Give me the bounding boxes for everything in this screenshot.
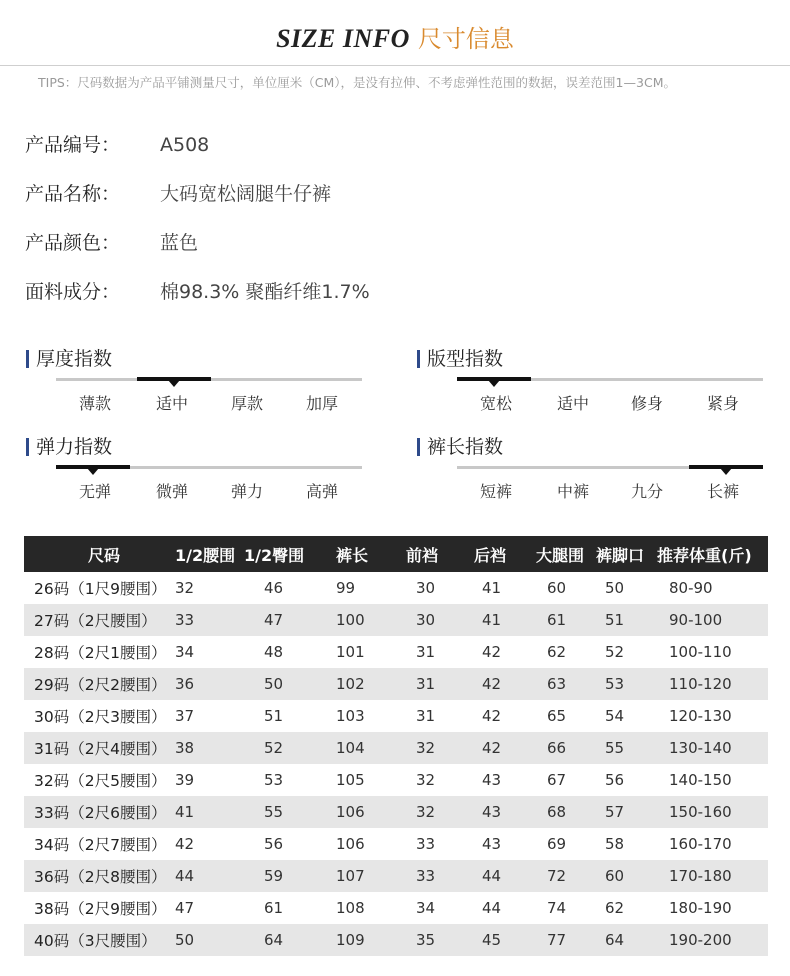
stretch-index [26,435,371,515]
cell-waist: 33 [169,604,244,636]
cell-front-rise: 33 [416,835,436,853]
cell-weight: 130-140 [653,732,768,764]
cell-hip: 53 [264,771,284,789]
cell-back-rise: 42 [482,643,502,661]
cell-size: 32码（2尺5腰围） [34,772,167,790]
cell-weight: 90-100 [653,604,768,636]
cell-thigh: 60 [547,579,567,597]
product-code-value: A508 [160,134,210,156]
cell-thigh: 69 [547,835,567,853]
cell-weight: 120-130 [669,707,732,725]
cell-waist: 41 [169,796,244,828]
thickness-option: 厚款 [230,394,263,413]
stretch-index-marker [56,465,130,469]
table-row [24,604,768,636]
cell-leg-opening: 58 [605,835,625,853]
cell-back-rise: 44 [454,860,523,892]
table-row [24,860,768,892]
cell-size: 28码（2尺1腰围） [34,644,167,662]
cell-hip: 59 [244,860,314,892]
cell-front-rise: 32 [416,771,436,789]
stretch-option: 无弹 [78,482,111,501]
fit-option: 宽松 [479,394,512,413]
cell-hip: 52 [244,732,314,764]
cell-hip: 50 [244,668,314,700]
cell-size: 34码（2尺7腰围） [34,836,167,854]
cell-waist: 32 [175,579,195,597]
cell-back-rise: 42 [454,668,523,700]
cell-back-rise: 42 [482,707,502,725]
col-header-length: 裤长 [314,536,384,572]
cell-size: 36码（2尺8腰围） [24,860,169,892]
cell-front-rise: 32 [384,796,454,828]
page-title [0,22,790,56]
cell-weight: 100-110 [669,643,732,661]
table-row [24,572,768,604]
stretch-option: 弹力 [230,482,263,501]
col-header-front-rise: 前裆 [384,536,454,572]
cell-leg-opening: 62 [605,899,625,917]
cell-size: 27码（2尺腰围） [24,604,169,636]
cell-weight: 190-200 [653,924,768,956]
fit-index-track [457,378,763,381]
cell-waist: 39 [175,771,195,789]
cell-waist: 34 [175,643,195,661]
length-option: 长裤 [706,482,739,501]
col-header-size: 尺码 [24,536,169,572]
table-row [24,892,768,924]
cell-back-rise: 45 [454,924,523,956]
header-divider [0,65,790,66]
cell-size: 33码（2尺6腰围） [24,796,169,828]
cell-hip: 51 [264,707,284,725]
cell-front-rise: 31 [416,707,436,725]
cell-back-rise: 43 [482,771,502,789]
cell-front-rise: 30 [384,604,454,636]
tips-text: TIPS：尺码数据为产品平铺测量尺寸，单位厘米（CM），是没有拉伸、不考虑弹性范围的数据，误差范围1—3CM。 [38,75,676,90]
cell-leg-opening: 50 [605,579,625,597]
cell-leg-opening: 55 [593,732,653,764]
thickness-index [26,347,371,427]
thickness-index-track [56,378,362,381]
cell-size: 40码（3尺腰围） [24,924,169,956]
thickness-option: 薄款 [78,394,111,413]
cell-back-rise: 41 [482,579,502,597]
length-option: 短裤 [479,482,512,501]
cell-weight: 170-180 [653,860,768,892]
cell-hip: 64 [244,924,314,956]
title-cn: 尺寸信息 [417,25,514,53]
stretch-option: 高弹 [305,482,338,501]
cell-size: 30码（2尺3腰围） [34,708,167,726]
cell-size: 38码（2尺9腰围） [34,900,167,918]
size-info-header [0,0,790,66]
thickness-option: 适中 [155,394,188,413]
length-option: 九分 [630,482,663,501]
cell-size: 31码（2尺4腰围） [24,732,169,764]
cell-leg-opening: 52 [605,643,625,661]
cell-waist: 36 [169,668,244,700]
cell-thigh: 77 [523,924,593,956]
col-header-thigh: 大腿围 [523,536,593,572]
cell-waist: 44 [169,860,244,892]
cell-size: 29码（2尺2腰围） [24,668,169,700]
cell-hip: 61 [264,899,284,917]
table-row [24,700,768,732]
length-index [417,435,762,515]
col-header-leg-opening: 裤脚口 [593,536,653,572]
col-header-weight: 推荐体重(斤) [653,536,768,572]
cell-hip: 46 [264,579,284,597]
fit-option: 适中 [556,394,589,413]
col-header-waist: 1/2腰围 [169,536,244,572]
cell-length: 101 [336,643,365,661]
cell-length: 108 [336,899,365,917]
cell-weight: 110-120 [653,668,768,700]
cell-thigh: 72 [523,860,593,892]
fit-index-title: 版型指数 [417,347,503,371]
cell-front-rise: 33 [384,860,454,892]
table-row [24,732,768,764]
length-option: 中裤 [556,482,589,501]
cell-leg-opening: 56 [605,771,625,789]
stretch-index-title: 弹力指数 [26,435,112,459]
cell-hip: 47 [244,604,314,636]
cell-weight: 160-170 [669,835,732,853]
size-table [24,536,768,956]
cell-back-rise: 44 [482,899,502,917]
cell-leg-opening: 51 [593,604,653,636]
cell-back-rise: 41 [454,604,523,636]
cell-weight: 140-150 [669,771,732,789]
cell-front-rise: 34 [416,899,436,917]
length-index-title: 裤长指数 [417,435,503,459]
fit-option: 紧身 [706,394,739,413]
cell-thigh: 63 [523,668,593,700]
cell-length: 109 [314,924,384,956]
cell-thigh: 67 [547,771,567,789]
cell-size: 26码（1尺9腰围） [34,580,167,598]
cell-leg-opening: 57 [593,796,653,828]
cell-hip: 48 [264,643,284,661]
length-index-track [457,466,763,469]
cell-thigh: 66 [523,732,593,764]
cell-length: 103 [336,707,365,725]
table-row [24,828,768,860]
product-color-value: 蓝色 [160,232,199,254]
product-name-label: 产品名称： [25,183,121,205]
cell-leg-opening: 64 [593,924,653,956]
size-table-header [24,536,768,572]
cell-length: 102 [314,668,384,700]
table-row [24,668,768,700]
product-color-label: 产品颜色： [25,232,121,254]
thickness-index-title: 厚度指数 [26,347,112,371]
cell-waist: 38 [169,732,244,764]
cell-hip: 55 [244,796,314,828]
size-table-body [24,572,768,956]
fit-index-marker [457,377,531,381]
cell-front-rise: 31 [416,643,436,661]
cell-leg-opening: 60 [593,860,653,892]
cell-weight: 180-190 [669,899,732,917]
cell-waist: 50 [169,924,244,956]
product-code-label: 产品编号： [25,134,121,156]
cell-front-rise: 35 [384,924,454,956]
col-header-back-rise: 后裆 [454,536,523,572]
thickness-index-marker [137,377,211,381]
product-name-value: 大码宽松阔腿牛仔裤 [160,183,332,205]
table-row [24,636,768,668]
fit-index [417,347,762,427]
cell-waist: 42 [175,835,195,853]
col-header-hip: 1/2臀围 [244,536,314,572]
stretch-option: 微弹 [155,482,188,501]
product-fabric-label: 面料成分： [25,281,121,303]
table-row [24,764,768,796]
table-row [24,924,768,956]
cell-back-rise: 42 [454,732,523,764]
table-row [24,796,768,828]
stretch-index-track [56,466,362,469]
cell-length: 106 [336,835,365,853]
cell-front-rise: 30 [416,579,436,597]
cell-leg-opening: 54 [605,707,625,725]
cell-thigh: 68 [523,796,593,828]
cell-waist: 37 [175,707,195,725]
cell-back-rise: 43 [482,835,502,853]
cell-length: 104 [314,732,384,764]
cell-hip: 56 [264,835,284,853]
cell-thigh: 74 [547,899,567,917]
fit-option: 修身 [630,394,663,413]
cell-weight: 150-160 [653,796,768,828]
cell-front-rise: 32 [384,732,454,764]
cell-thigh: 61 [523,604,593,636]
cell-thigh: 65 [547,707,567,725]
cell-weight: 80-90 [669,579,713,597]
cell-leg-opening: 53 [593,668,653,700]
cell-front-rise: 31 [384,668,454,700]
cell-waist: 47 [175,899,195,917]
cell-length: 105 [336,771,365,789]
cell-length: 100 [314,604,384,636]
title-en: SIZE INFO [276,24,410,53]
cell-length: 107 [314,860,384,892]
cell-length: 106 [314,796,384,828]
product-fabric-value: 棉98.3% 聚酯纤维1.7% [160,281,370,303]
length-index-marker [689,465,763,469]
thickness-option: 加厚 [305,394,338,413]
cell-thigh: 62 [547,643,567,661]
cell-length: 99 [336,579,356,597]
cell-back-rise: 43 [454,796,523,828]
